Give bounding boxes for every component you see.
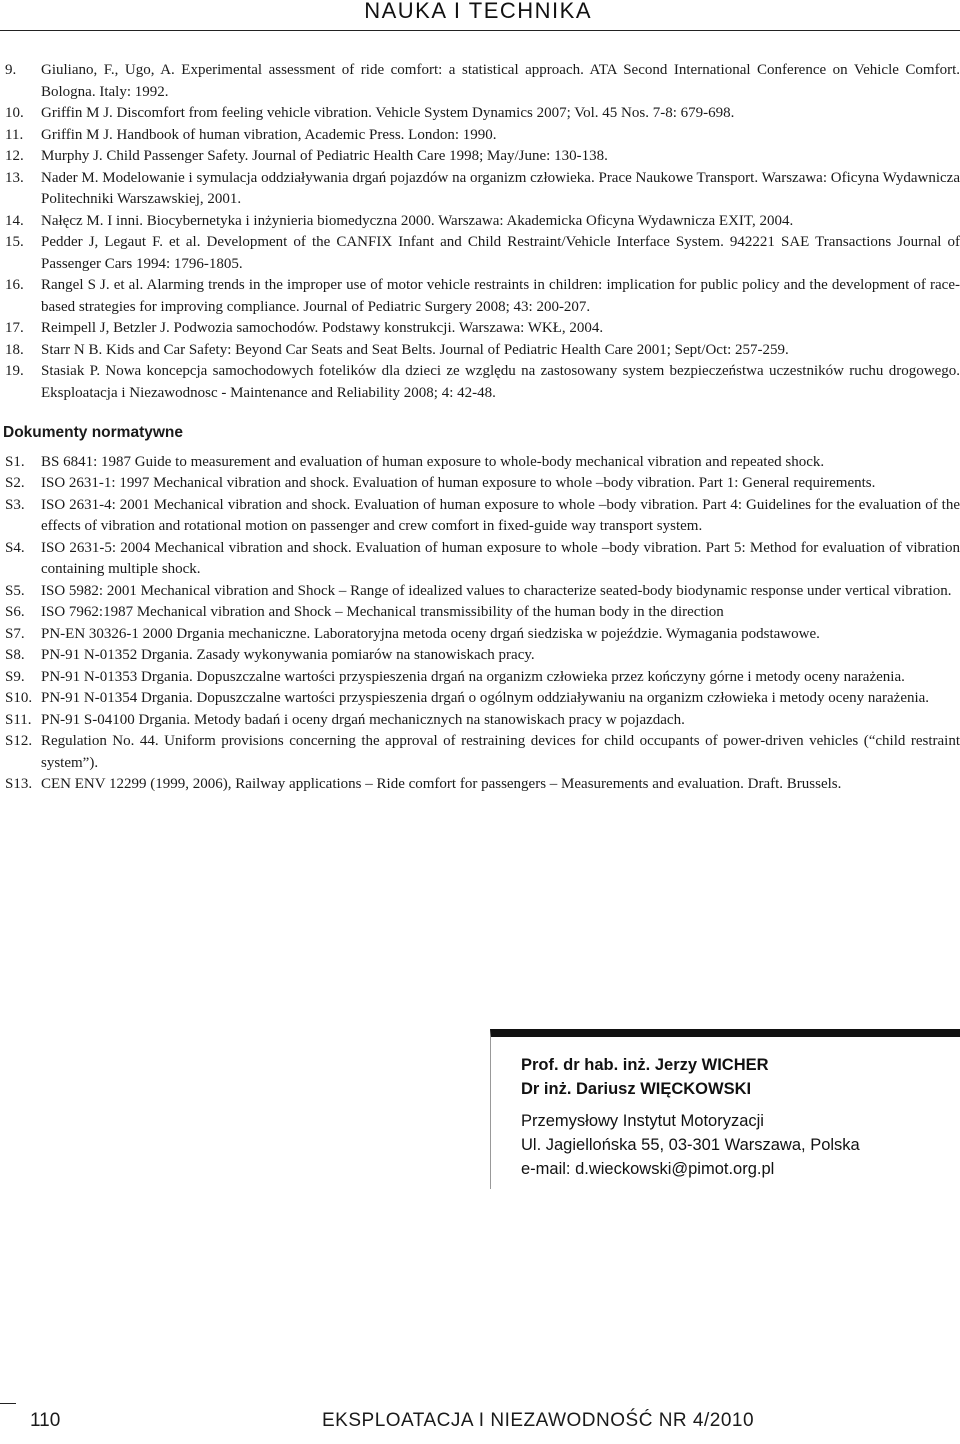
main-content (5, 60, 960, 796)
standard-item (5, 495, 960, 538)
author-name-1: Prof. dr hab. inż. Jerzy WICHER (521, 1056, 769, 1074)
standard-item-number: S2. (5, 475, 25, 491)
standard-item-number: S12. (5, 733, 33, 749)
reference-item-text: Starr N B. Kids and Car Safety: Beyond Car Seats and Seat Belts. Journal of Pediatric Health Care 2001; Sept/Oct: 257-259. (41, 341, 789, 358)
standard-item-text: CEN ENV 12299 (1999, 2006), Railway applications – Ride comfort for passengers – Measurements and evaluation. Draft. Brussels. (41, 776, 842, 792)
reference-item-text: Pedder J, Legaut F. et al. Development of the CANFIX Infant and Child Restraint/Vehicle Interface System. 942221 SAE Transactions Journal of Passenger Cars 1994: 1796-1805. (41, 234, 960, 272)
standard-item (5, 602, 960, 624)
author-institute: Przemysłowy Instytut Motoryzacji (521, 1112, 764, 1130)
page-header (0, 0, 960, 34)
reference-item-number: 11. (5, 126, 24, 143)
reference-item-number: 9. (5, 62, 17, 78)
standard-item (5, 710, 960, 732)
standard-item-text: PN-91 N-01354 Drgania. Dopuszczalne wartości przyspieszenia drgań o ogólnym oddziaływaniu na organizm człowieka i metody oceny narażenia. (41, 690, 930, 706)
standard-item (5, 581, 960, 603)
standard-item-text: PN-EN 30326-1 2000 Drgania mechaniczne. Laboratoryjna metoda oceny drgań siedziska w pojeździe. Wymagania podstawowe. (41, 625, 820, 642)
reference-item (5, 232, 960, 275)
standard-item-text: PN-91 N-01353 Drgania. Dopuszczalne wartości przyspieszenia drgań na organizm człowieka przez kończyny górne i metody oceny narażenia. (41, 668, 905, 685)
reference-item-number: 13. (5, 169, 24, 186)
reference-item-number: 19. (5, 363, 24, 379)
footer-rule (0, 1403, 16, 1404)
reference-item-number: 16. (5, 277, 24, 293)
header-rule (0, 30, 960, 31)
standard-item-text: ISO 5982: 2001 Mechanical vibration and Shock – Range of idealized values to characterize seated-body biodynamic response under vertical vibration. (41, 582, 952, 599)
standard-item-number: S13. (5, 776, 33, 792)
standard-item-number: S4. (5, 539, 25, 556)
standard-item (5, 473, 960, 495)
reference-item (5, 125, 960, 147)
reference-item (5, 60, 960, 103)
standard-item-number: S5. (5, 582, 25, 599)
reference-item-text: Reimpell J, Betzler J. Podwozia samochodów. Podstawy konstrukcji. Warszawa: WKŁ, 2004. (41, 320, 604, 336)
standard-item-number: S11. (5, 711, 32, 728)
reference-item (5, 103, 960, 125)
reference-item (5, 361, 960, 404)
reference-item-number: 14. (5, 212, 24, 229)
standard-item (5, 667, 960, 689)
reference-list (5, 60, 960, 404)
standard-item (5, 645, 960, 667)
standard-item-text: PN-91 N-01352 Drgania. Zasady wykonywania pomiarów na stanowiskach pracy. (41, 647, 535, 663)
author-name-2: Dr inż. Dariusz WIĘCKOWSKI (521, 1080, 752, 1098)
author-address: Ul. Jagiellońska 55, 03-301 Warszawa, Polska (521, 1136, 860, 1154)
reference-item (5, 211, 960, 233)
reference-item-text: Griffin M J. Handbook of human vibration, Academic Press. London: 1990. (41, 126, 497, 143)
reference-item-text: Nader M. Modelowanie i symulacja oddziaływania drgań pojazdów na organizm człowieka. Prace Naukowe Transport. Warszawa: Oficyna Wydawnicza Politechniki Warszawskiej, 2001. (41, 169, 960, 207)
standard-item-number: S7. (5, 625, 25, 642)
standard-item-text: ISO 7962:1987 Mechanical vibration and Shock – Mechanical transmissibility of the human body in the direction (41, 604, 724, 620)
standard-item-number: S8. (5, 647, 25, 663)
author-email[interactable]: e-mail: d.wieckowski@pimot.org.pl (521, 1160, 775, 1178)
standard-item-number: S1. (5, 453, 25, 470)
standard-item-text: BS 6841: 1987 Guide to measurement and evaluation of human exposure to whole-body mechanical vibration and repeated shock. (41, 453, 825, 470)
reference-item-text: Murphy J. Child Passenger Safety. Journal of Pediatric Health Care 1998; May/June: 130-138. (41, 148, 608, 164)
standard-item-number: S10. (5, 690, 33, 706)
standard-item (5, 731, 960, 774)
reference-item-text: Nałęcz M. I inni. Biocybernetyka i inżynieria biomedyczna 2000. Warszawa: Akademicka Oficyna Wydawnicza EXIT, 2004. (41, 212, 794, 229)
reference-item (5, 275, 960, 318)
reference-item-number: 18. (5, 341, 24, 358)
reference-item-number: 10. (5, 105, 24, 121)
reference-item-text: Rangel S J. et al. Alarming trends in the improper use of motor vehicle restraints in children: implication for public policy and the development of race-based strategies for improving compliance. Journal of Pediatric Surgery 2008; 43: 200-207. (41, 277, 960, 315)
standard-item (5, 538, 960, 581)
reference-item-text: Giuliano, F., Ugo, A. Experimental assessment of ride comfort: a statistical approach. ATA Second International Conference on Vehicle Comfort. Bologna. Italy: 1992. (41, 62, 960, 100)
reference-item (5, 340, 960, 362)
standard-item-number: S9. (5, 668, 25, 685)
reference-item-text: Stasiak P. Nowa koncepcja samochodowych fotelików dla dzieci ze względu na zastosowany system bezpieczeństwa uczestników ruchu drogowego. Eksploatacja i Niezawodnosc - Maintenance and Reliability 2008; 4: 42-48. (41, 363, 960, 401)
standards-list (5, 452, 960, 796)
page-number: 110 (30, 1410, 61, 1431)
reference-item-number: 15. (5, 234, 24, 250)
standard-item (5, 624, 960, 646)
section-title: NAUKA I TECHNIKA (364, 0, 592, 23)
standard-item-number: S6. (5, 604, 25, 620)
reference-item-number: 17. (5, 320, 24, 336)
reference-item-number: 12. (5, 148, 24, 164)
standard-item-text: Regulation No. 44. Uniform provisions concerning the approval of restraining devices for child occupants of power-driven vehicles (“child restraint system”). (41, 733, 960, 771)
standards-heading: Dokumenty normatywne (3, 424, 184, 441)
standard-item-text: ISO 2631-4: 2001 Mechanical vibration and shock. Evaluation of human exposure to whole –body vibration. Part 4: Guidelines for the evaluation of the effects of vibration and rotational motion on passenger and crew comfort in fixed-guide way transport system. (41, 496, 960, 534)
standard-item (5, 774, 960, 796)
standard-item (5, 688, 960, 710)
footer-journal-title: EKSPLOATACJA I NIEZAWODNOŚĆ NR 4/2010 (322, 1410, 755, 1431)
standard-item-number: S3. (5, 496, 25, 513)
standard-item-text: PN-91 S-04100 Drgania. Metody badań i oceny drgań mechanicznych na stanowiskach pracy w pojazdach. (41, 711, 685, 728)
reference-item (5, 146, 960, 168)
reference-item (5, 318, 960, 340)
standard-item-text: ISO 2631-5: 2004 Mechanical vibration and shock. Evaluation of human exposure to whole –body vibration. Part 5: Method for evaluation of vibration containing multiple shock. (41, 539, 960, 577)
standard-item (5, 452, 960, 474)
reference-item-text: Griffin M J. Discomfort from feeling vehicle vibration. Vehicle System Dynamics 2007; Vol. 45 Nos. 7-8: 679-698. (41, 105, 735, 121)
reference-item (5, 168, 960, 211)
standard-item-text: ISO 2631-1: 1997 Mechanical vibration and shock. Evaluation of human exposure to whole –body vibration. Part 1: General requirements. (41, 475, 876, 491)
author-box (490, 1029, 960, 1189)
